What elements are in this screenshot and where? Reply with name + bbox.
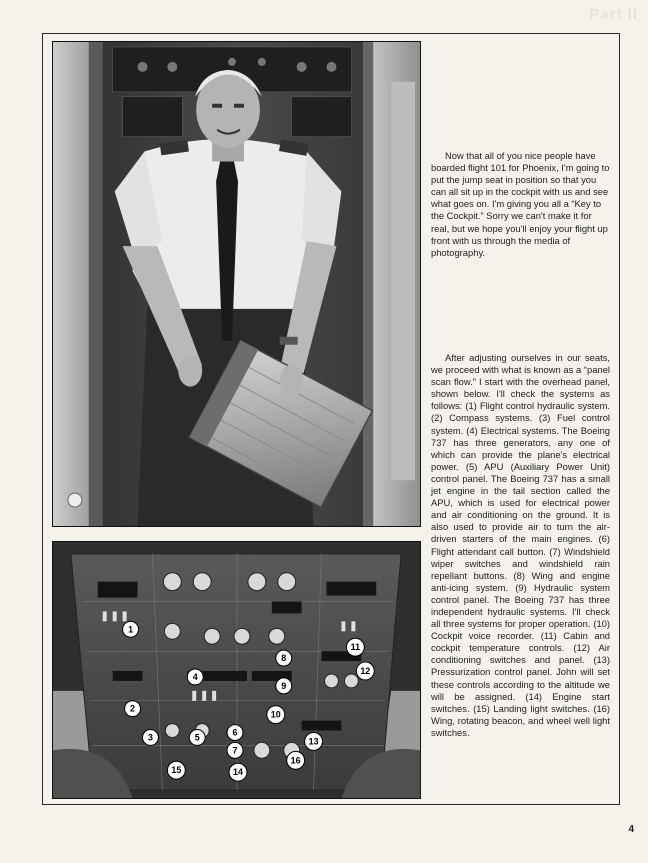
svg-text:12: 12 — [360, 665, 371, 676]
svg-text:2: 2 — [130, 703, 136, 714]
callout-13 — [305, 733, 323, 751]
svg-text:16: 16 — [290, 755, 301, 766]
callout-10 — [267, 706, 285, 724]
svg-text:4: 4 — [192, 671, 198, 682]
svg-text:6: 6 — [232, 727, 238, 738]
svg-text:15: 15 — [171, 765, 182, 776]
svg-text:5: 5 — [194, 732, 200, 743]
callout-12 — [356, 662, 374, 680]
callout-14 — [229, 763, 247, 781]
svg-text:1: 1 — [128, 624, 134, 635]
intro-paragraph-text: Now that all of you nice people have boarded flight 101 for Phoenix, I'm going to put the jump seat in position so that you can all sit up in the cockpit with us and see what goes on. I'm giving you all a “Key to the Cockpit.” Sorry we can't make it for real, but we hope you'll enjoy your flight up front with us through the media of photography. — [431, 150, 610, 258]
overhead-panel-photo — [52, 541, 421, 799]
svg-text:8: 8 — [281, 653, 287, 664]
intro-paragraph — [431, 150, 610, 259]
callout-1 — [123, 621, 139, 637]
page-number: 4 — [628, 824, 634, 835]
svg-text:11: 11 — [350, 642, 361, 653]
svg-text:14: 14 — [233, 767, 243, 778]
svg-text:9: 9 — [281, 680, 287, 691]
svg-text:3: 3 — [147, 732, 153, 743]
svg-text:13: 13 — [308, 736, 319, 747]
callout-8 — [276, 650, 292, 666]
pilot-jump-seat-photo — [52, 41, 421, 527]
callout-7 — [227, 742, 243, 758]
callout-3 — [143, 730, 159, 746]
svg-text:7: 7 — [232, 745, 238, 756]
panel-scan-paragraph — [431, 352, 610, 739]
callout-16 — [287, 751, 305, 769]
callout-11 — [346, 638, 364, 656]
callout-9 — [276, 678, 292, 694]
callout-5 — [189, 730, 205, 746]
section-mark: Part II — [589, 6, 638, 23]
callout-6 — [227, 725, 243, 741]
callout-15 — [167, 761, 185, 779]
svg-text:10: 10 — [270, 709, 281, 720]
callout-2 — [125, 701, 141, 717]
callout-4 — [187, 669, 203, 685]
panel-scan-paragraph-text: After adjusting ourselves in our seats, we proceed with what is known as a “panel scan flow.” I start with the overhead panel, shown below. I'll check the systems as follows: (1) Flight control hydraulic system. (2) Compass systems. (3) Fuel control system. (4) Electrical systems. The Boeing 737 has three generators, any one of which can provide the plane's electrical power. (5) APU (Auxiliary Power Unit) control panel. The Boeing 737 has a small jet engine in the tail section called the APU, which is used for electrical power and air conditioning on the ground. It is also used to provide air to turn the air-driven starters of the main engines. (6) Flight attendant call button. (7) Windshield wiper switches and windshield rain repellant buttons. (8) Wing and engine anti-icing system. (9) Hydraulic system control panel. The Boeing 737 has three independent hydraulic systems. I'll check all three systems for proper operation. (10) Cockpit voice recorder. (11) Cabin and cockpit temperature controls. (12) Air conditioning switches and panel. (13) Pressurization control panel. John will set these controls according to the altitude we will be assigned. (14) Engine start switches. (15) Landing light switches. (16) Wing, rotating beacon, and wheel well light switches. — [431, 352, 610, 738]
